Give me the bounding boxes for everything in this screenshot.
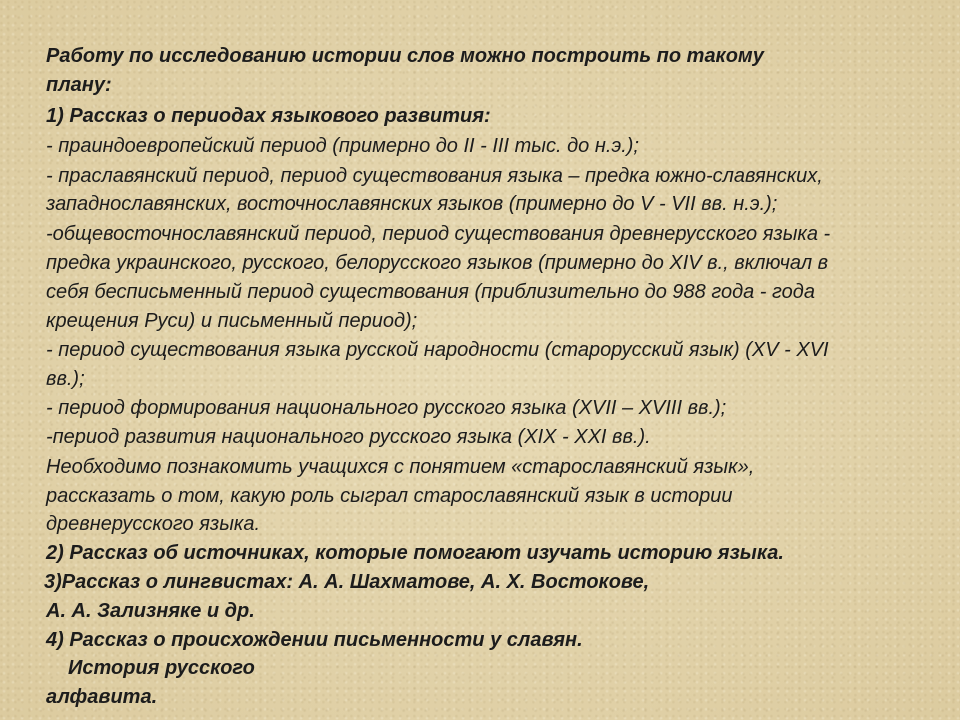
period-5: - период формирования национального русского языка (XVII – XVIII вв.); bbox=[46, 397, 727, 419]
item-3-line-1: 3)Рассказ о лингвистах: А. А. Шахматове, А. Х. Востокове, bbox=[44, 571, 650, 593]
period-1: - праиндоевропейский период (примерно до II - III тыс. до н.э.); bbox=[46, 135, 639, 157]
period-4-line-2: вв.); bbox=[46, 368, 85, 390]
item-1-heading: 1) Рассказ о периодах языкового развития: bbox=[46, 105, 491, 127]
intro-line-2: плану: bbox=[46, 74, 112, 96]
period-2-line-1: - праславянский период, период существования языка – предка южно-славянских, bbox=[46, 165, 823, 187]
period-4-line-1: - период существования языка русской народности (старорусский язык) (XV - XVI bbox=[46, 339, 829, 361]
item-3-line-2: А. А. Зализняке и др. bbox=[46, 600, 255, 622]
period-3-line-2: предка украинского, русского, белорусского языков (примерно до XIV в., включал в bbox=[46, 252, 829, 274]
period-3-line-1: -общевосточнославянский период, период существования древнерусского языка - bbox=[46, 223, 831, 245]
note-line-3: древнерусского языка. bbox=[46, 513, 261, 535]
item-4-line-2: История русского bbox=[68, 657, 255, 679]
item-4-line-1: 4) Рассказ о происхождении письменности у славян. bbox=[46, 629, 583, 651]
period-3-line-4: крещения Руси) и письменный период); bbox=[46, 310, 418, 332]
period-6: -период развития национального русского языка (XIX - XXI вв.). bbox=[46, 426, 651, 448]
period-2-line-2: западнославянских, восточнославянских языков (примерно до V - VII вв. н.э.); bbox=[46, 193, 778, 215]
intro-line-1: Работу по исследованию истории слов можно построить по такому bbox=[46, 45, 764, 67]
item-4-line-3: алфавита. bbox=[46, 686, 158, 708]
period-3-line-3: себя бесписьменный период существования (приблизительно до 988 года - года bbox=[46, 281, 815, 303]
note-line-1: Необходимо познакомить учащихся с понятием «старославянский язык», bbox=[46, 456, 755, 478]
note-line-2: рассказать о том, какую роль сыграл старославянский язык в истории bbox=[46, 485, 733, 507]
item-2: 2) Рассказ об источниках, которые помогают изучать историю языка. bbox=[46, 542, 784, 564]
